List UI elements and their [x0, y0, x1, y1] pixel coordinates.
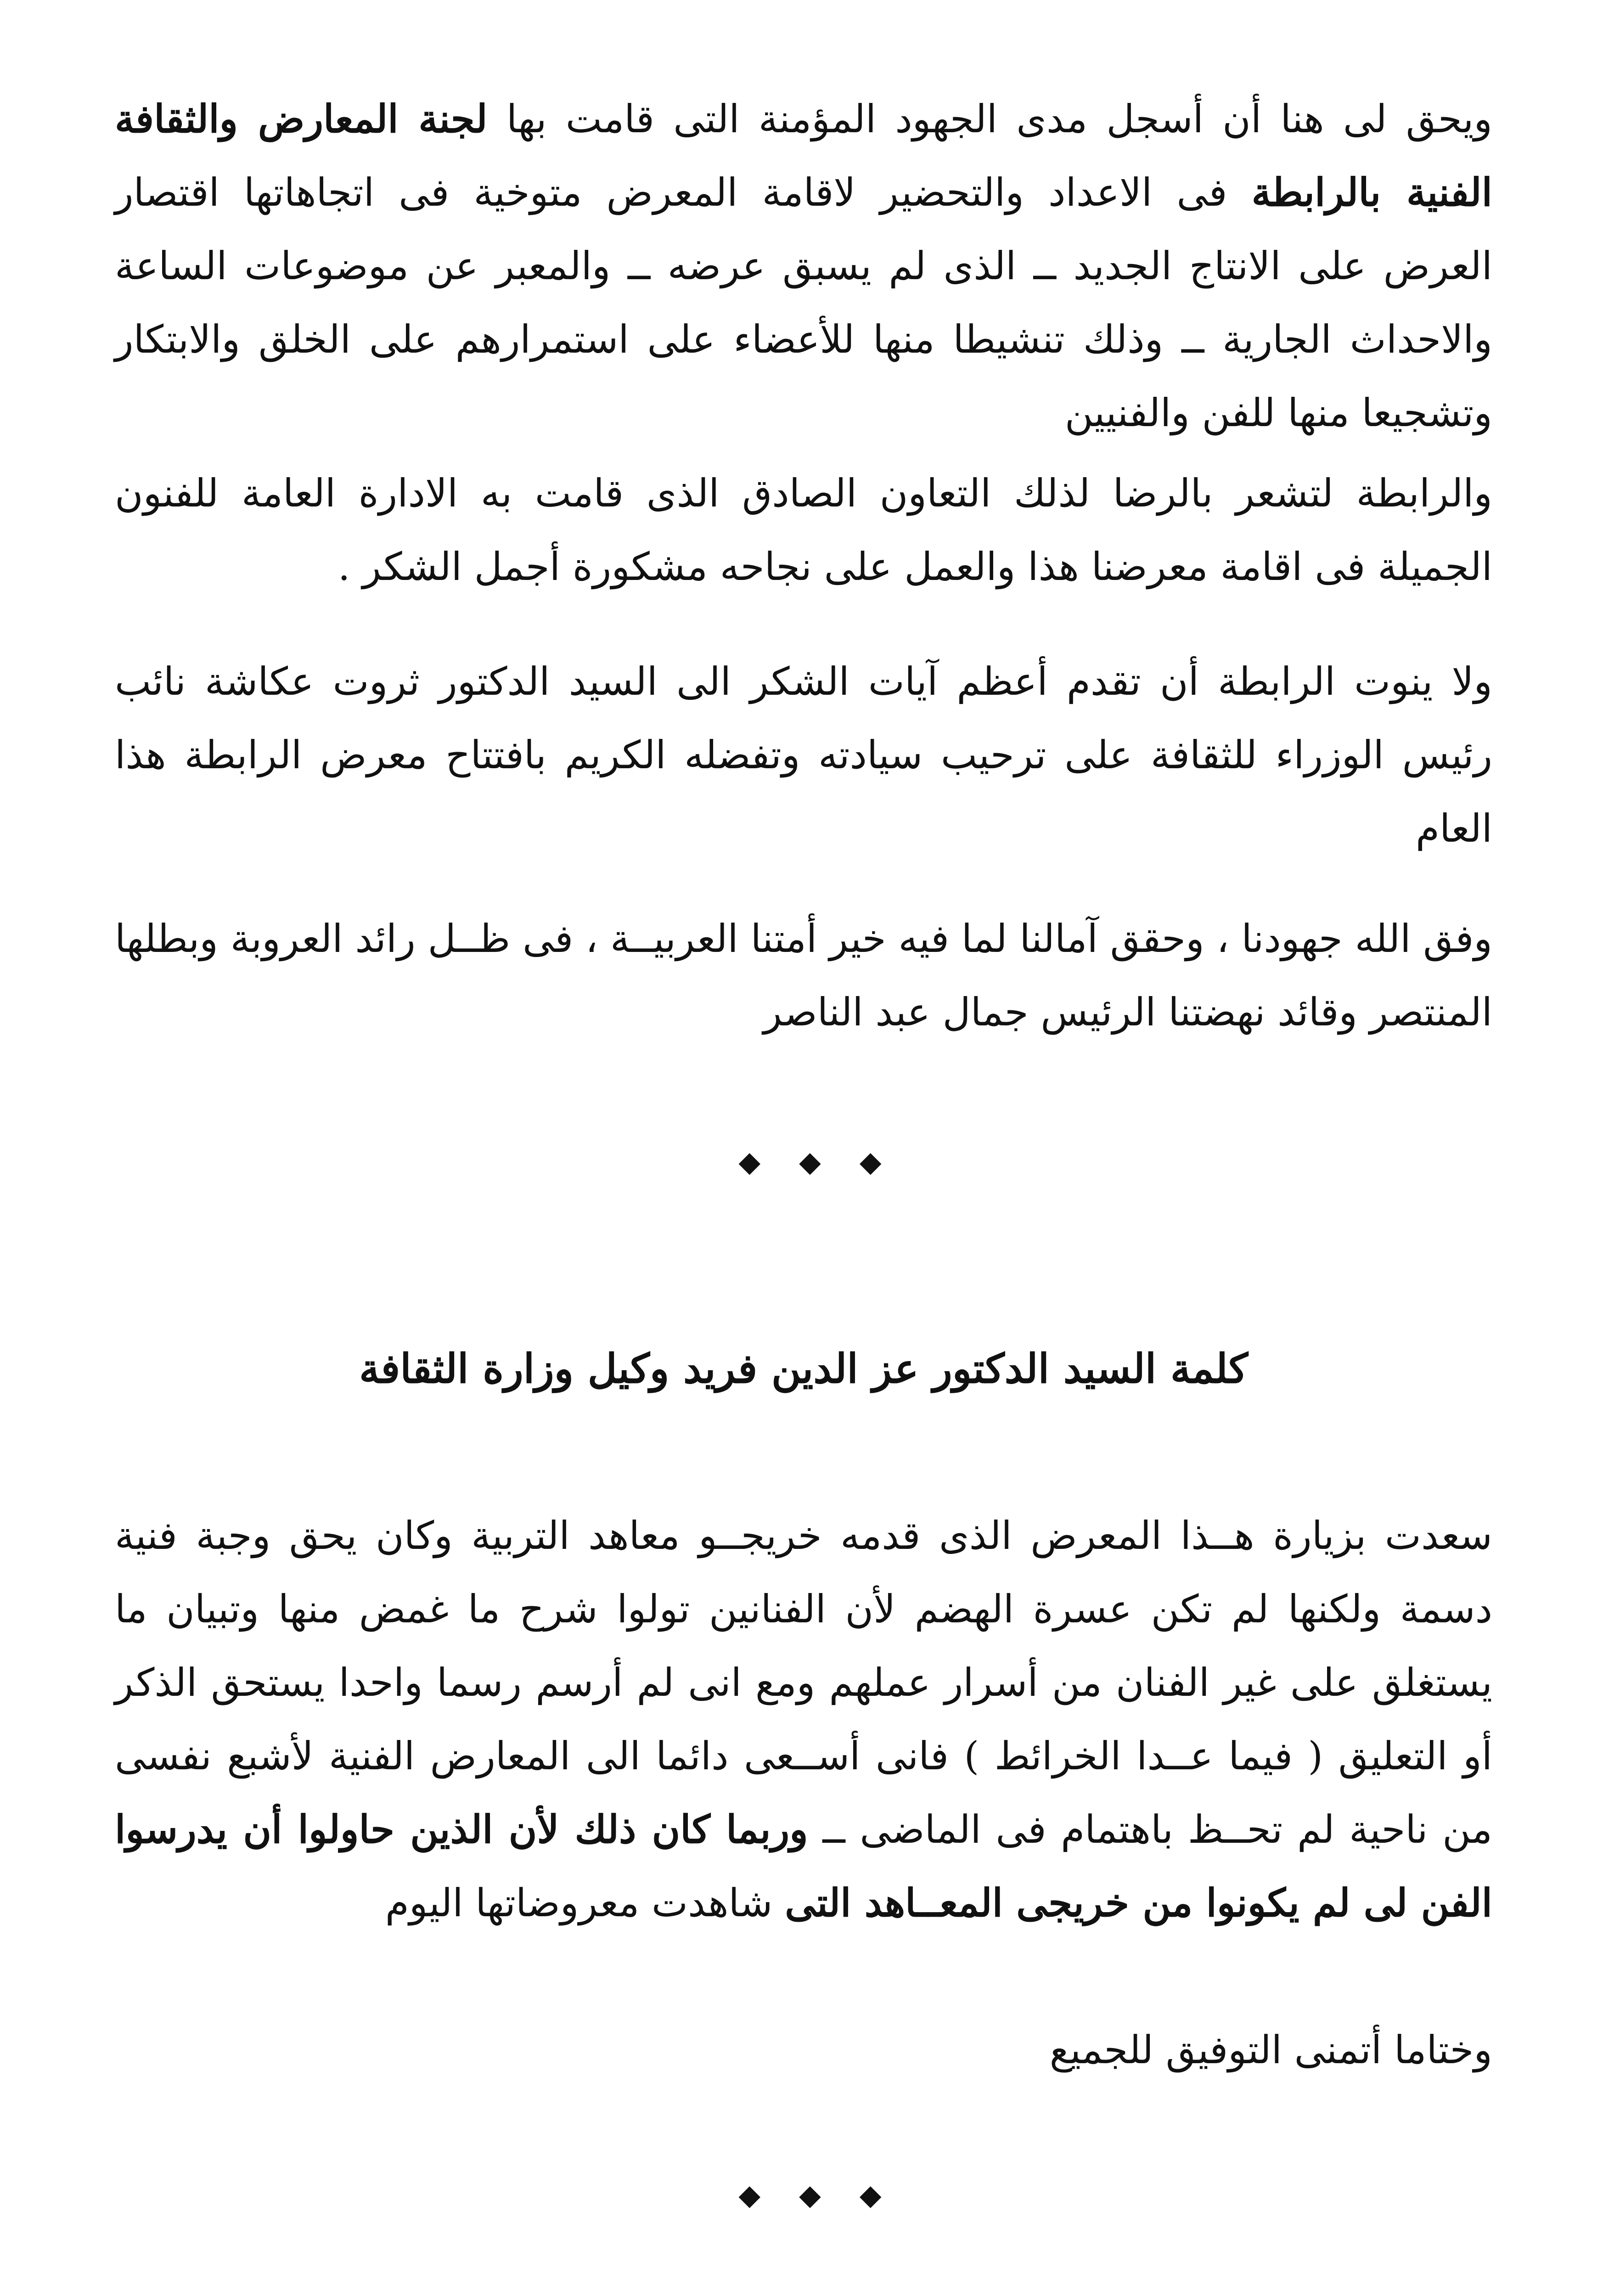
diamond-icon: ◆ [738, 1145, 761, 1178]
paragraph-text: فى الاعداد والتحضير لاقامة المعرض متوخية فى اتجاهاتها اقتصار العرض على الانتاج الجديد ــ الذى لم يسبق عرضه ــ والمعبر عن موضوعات الساعة والاحداث الجارية ــ وذلك تنشيطا منها للأعضاء على استمرارهم على الخلق والابتكار وتشجيعا منها للفن والفنيين [115, 170, 1492, 435]
diamond-icon: ◆ [859, 1145, 882, 1178]
paragraph-text: شاهدت معروضاتها اليوم [385, 1880, 785, 1925]
paragraph-speech-body [115, 1499, 1492, 1940]
paragraph-bold-text: لجنة المعارض والثقافة الفنية بالرابطة [115, 96, 1492, 215]
paragraph-fine-arts-thanks: والرابطة لتشعر بالرضا لذلك التعاون الصادق الذى قامت به الادارة العامة للفنون الجميلة فى اقامة معرضنا هذا والعمل على نجاحه مشكورة أجمل الشكر . [115, 471, 1492, 589]
paragraph-text: ويحق لى هنا أن أسجل مدى الجهود المؤمنة التى قامت بها [487, 96, 1492, 141]
paragraph-closing-wish: وختاما أتمنى التوفيق للجميع [1049, 2027, 1492, 2072]
paragraph-bold-text: وربما كان ذلك لأن الذين حاولوا أن يدرسوا الفن لى لم يكونوا من خريجى المعــاهد التى [115, 1806, 1492, 1925]
section-heading: كلمة السيد الدكتور عز الدين فريد وكيل وزارة الثقافة [359, 1345, 1248, 1392]
diamond-icon: ◆ [738, 2178, 761, 2212]
diamond-icon: ◆ [859, 2178, 882, 2212]
paragraph-exhibition-committee [115, 82, 1492, 450]
section-separator [0, 1143, 1620, 1180]
paragraph-text: سعدت بزيارة هــذا المعرض الذى قدمه خريجــو معاهد التربية وكان يحق وجبة فنية دسمة ولكنها لم تكن عسرة الهضم لأن الفنانين تولوا شرح ما غمض منها وتبيان ما يستغلق على غير الفنان من أسرار عملهم ومع انى لم أرسم رسما واحدا يستحق الذكر أو التعليق ( فيما عــدا الخرائط ) فانى أســعى دائما الى المعارض الفنية لأشبع نفسى من ناحية لم تحــظ باهتمام فى الماضى ــ [115, 1513, 1493, 1852]
section-separator [0, 2177, 1620, 2213]
paragraph-minister-thanks: ولا ينوت الرابطة أن تقدم أعظم آيات الشكر الى السيد الدكتور ثروت عكاشة نائب رئيس الوزراء للثقافة على ترحيب سيادته وتفضله الكريم بافتتاح معرض الرابطة هذا العام [115, 659, 1492, 851]
diamond-icon: ◆ [799, 1145, 821, 1178]
paragraph-closing-prayer: وفق الله جهودنا ، وحقق آمالنا لما فيه خير أمتنا العربيــة ، فى ظــل رائد العروبة وبطلها المنتصر وقائد نهضتنا الرئيس جمال عبد الناصر [115, 916, 1492, 1035]
diamond-icon: ◆ [799, 2178, 821, 2212]
